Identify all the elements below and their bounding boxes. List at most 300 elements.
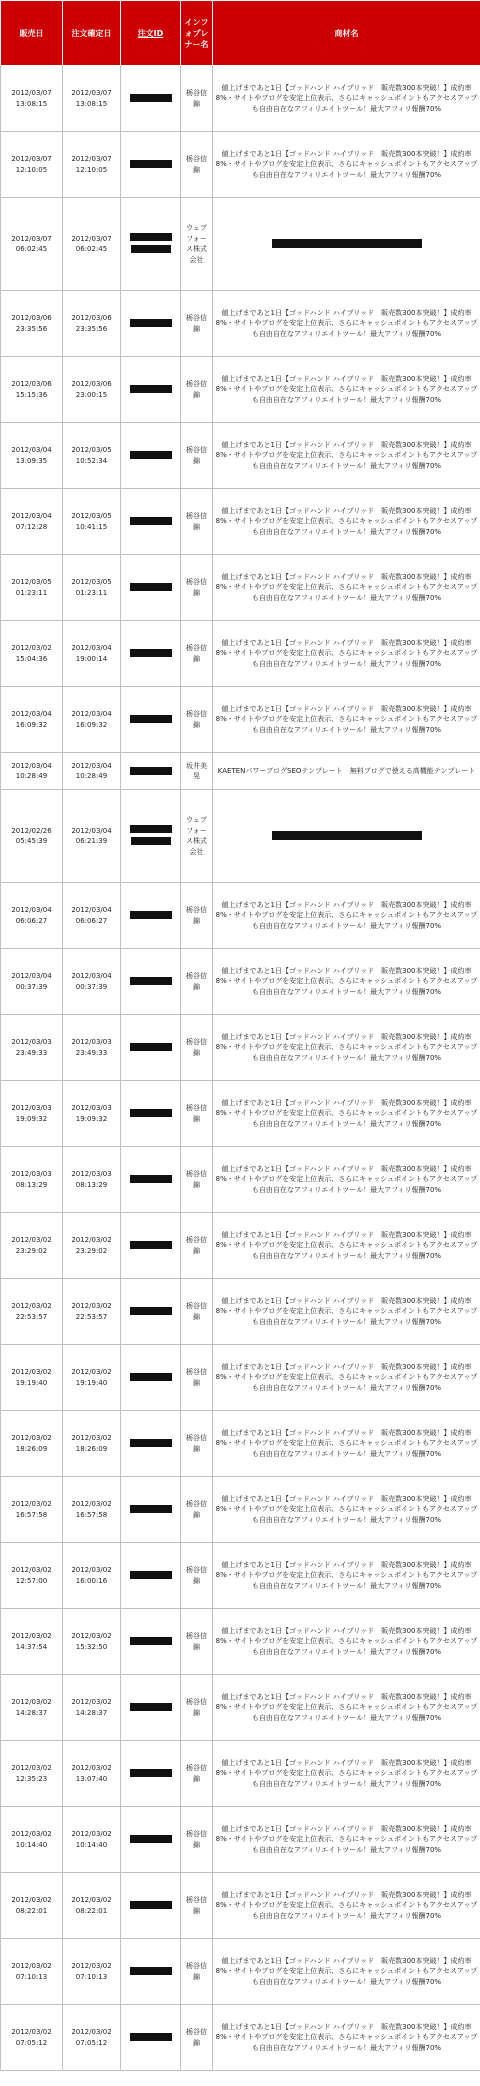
order-id-cell — [121, 883, 181, 949]
product-name: 値上げまであと1日【ゴッドハンド ハイブリッド 販売数300本突破！】成約率8%・サイトやブログを安定上位表示、さらにキャッシュポイントもアクセスアップも自由自在なアフィリエイトツール！最大アフィリ報酬70% — [215, 1626, 478, 1656]
product-cell — [213, 555, 480, 621]
redacted-order-id — [130, 451, 172, 459]
confirm-date-cell — [63, 621, 121, 687]
affiliate-name: 栃谷信錦 — [186, 89, 207, 108]
order-id-cell — [121, 1213, 181, 1279]
redacted-order-id — [130, 1175, 172, 1183]
confirm-date-cell — [63, 489, 121, 555]
confirm-date-cell — [63, 423, 121, 489]
confirm-date: 2012/03/06 — [71, 380, 112, 388]
redacted-order-id — [130, 385, 172, 393]
confirm-time: 00:37:39 — [75, 982, 108, 991]
redacted-order-id — [130, 911, 172, 919]
redacted-order-id — [130, 94, 172, 102]
order-id-cell — [121, 1807, 181, 1873]
confirm-date-cell — [63, 1939, 121, 2005]
sale-date-cell — [1, 1609, 63, 1675]
table-row — [1, 132, 480, 198]
product-name: 値上げまであと1日【ゴッドハンド ハイブリッド 販売数300本突破！】成約率8%・サイトやブログを安定上位表示、さらにキャッシュポイントもアクセスアップも自由自在なアフィリエイトツール！最大アフィリ報酬70% — [215, 374, 478, 404]
redacted-order-id — [130, 1043, 172, 1051]
affiliate-cell — [181, 621, 213, 687]
product-name: 値上げまであと1日【ゴッドハンド ハイブリッド 販売数300本突破！】成約率8%・サイトやブログを安定上位表示、さらにキャッシュポイントもアクセスアップも自由自在なアフィリエイトツール！最大アフィリ報酬70% — [215, 572, 478, 602]
affiliate-name: 栃谷信錦 — [186, 1632, 207, 1651]
confirm-time: 10:41:15 — [75, 522, 108, 531]
confirm-date: 2012/03/02 — [71, 1896, 112, 1904]
sale-time: 22:53:57 — [15, 1312, 48, 1321]
confirm-date-cell — [63, 132, 121, 198]
table-row — [1, 687, 480, 753]
order-id-cell — [121, 1543, 181, 1609]
sale-date: 2012/03/05 — [11, 578, 52, 586]
confirm-time: 16:57:58 — [75, 1510, 108, 1519]
table-row — [1, 1345, 480, 1411]
table-row — [1, 1873, 480, 1939]
sale-date-cell — [1, 621, 63, 687]
product-cell — [213, 1609, 480, 1675]
affiliate-name: 栃谷信錦 — [186, 1698, 207, 1717]
table-row — [1, 1411, 480, 1477]
sale-time: 16:57:58 — [15, 1510, 48, 1519]
confirm-date-cell — [63, 1609, 121, 1675]
redacted-order-id — [130, 977, 172, 985]
product-cell — [213, 1939, 480, 2005]
product-cell — [213, 790, 480, 883]
redacted-order-id — [130, 1439, 172, 1447]
order-id-cell — [121, 555, 181, 621]
sale-time: 06:06:27 — [15, 916, 48, 925]
sale-date: 2012/02/26 — [11, 826, 52, 835]
affiliate-name: 坂井美晃 — [186, 761, 207, 780]
order-id-cell — [121, 1147, 181, 1213]
sale-date: 2012/03/06 — [11, 314, 52, 322]
sale-date: 2012/03/02 — [11, 1500, 52, 1508]
redacted-order-id — [130, 1769, 172, 1777]
table-row — [1, 621, 480, 687]
sale-date-cell — [1, 1939, 63, 2005]
confirm-date: 2012/03/02 — [71, 1830, 112, 1838]
table-row — [1, 1675, 480, 1741]
confirm-time: 12:10:05 — [75, 165, 108, 174]
affiliate-name: 栃谷信錦 — [186, 1302, 207, 1321]
table-row — [1, 949, 480, 1015]
confirm-date-cell — [63, 790, 121, 883]
affiliate-name: 栃谷信錦 — [186, 1764, 207, 1783]
confirm-time: 23:49:33 — [75, 1048, 108, 1057]
affiliate-cell — [181, 291, 213, 357]
sale-time: 14:37:54 — [15, 1642, 48, 1651]
product-name: 値上げまであと1日【ゴッドハンド ハイブリッド 販売数300本突破！】成約率8%・サイトやブログを安定上位表示、さらにキャッシュポイントもアクセスアップも自由自在なアフィリエイトツール！最大アフィリ報酬70% — [215, 1560, 478, 1590]
product-cell — [213, 1675, 480, 1741]
confirm-time: 16:00:16 — [75, 1576, 108, 1585]
confirm-time: 19:09:32 — [75, 1114, 108, 1123]
product-name: 値上げまであと1日【ゴッドハンド ハイブリッド 販売数300本突破！】成約率8%・サイトやブログを安定上位表示、さらにキャッシュポイントもアクセスアップも自由自在なアフィリエイトツール！最大アフィリ報酬70% — [215, 1824, 478, 1854]
sale-date: 2012/03/04 — [11, 446, 52, 454]
product-name: KAETENパワーブログSEOテンプレート 無料ブログで使える高機能テンプレート — [217, 766, 476, 775]
redacted-order-id — [130, 1901, 172, 1909]
sale-time: 14:28:37 — [15, 1708, 48, 1717]
affiliate-name: 栃谷信錦 — [186, 1896, 207, 1915]
redacted-order-id — [131, 837, 171, 845]
order-id-cell — [121, 1411, 181, 1477]
product-name: 値上げまであと1日【ゴッドハンド ハイブリッド 販売数300本突破！】成約率8%・サイトやブログを安定上位表示、さらにキャッシュポイントもアクセスアップも自由自在なアフィリエイトツール！最大アフィリ報酬70% — [215, 966, 478, 996]
product-name: 値上げまであと1日【ゴッドハンド ハイブリッド 販売数300本突破！】成約率8%・サイトやブログを安定上位表示、さらにキャッシュポイントもアクセスアップも自由自在なアフィリエイトツール！最大アフィリ報酬70% — [215, 1296, 478, 1326]
confirm-time: 10:28:49 — [75, 772, 108, 780]
affiliate-cell — [181, 1543, 213, 1609]
confirm-date-cell — [63, 2005, 121, 2071]
confirm-time: 01:23:11 — [75, 588, 108, 597]
affiliate-name: 栃谷信錦 — [186, 380, 207, 399]
confirm-date: 2012/03/07 — [71, 155, 112, 163]
product-cell — [213, 423, 480, 489]
sale-date-cell — [1, 1477, 63, 1543]
confirm-date: 2012/03/04 — [71, 906, 112, 914]
table-row — [1, 1741, 480, 1807]
confirm-date: 2012/03/02 — [71, 1236, 112, 1244]
order-id-cell — [121, 1279, 181, 1345]
sale-date: 2012/03/02 — [11, 1896, 52, 1904]
sale-date-cell — [1, 1279, 63, 1345]
confirm-date-cell — [63, 1543, 121, 1609]
sale-time: 13:08:15 — [15, 99, 48, 108]
affiliate-name: 栃谷信錦 — [186, 1962, 207, 1981]
product-name: 値上げまであと1日【ゴッドハンド ハイブリッド 販売数300本突破！】成約率8%・サイトやブログを安定上位表示、さらにキャッシュポイントもアクセスアップも自由自在なアフィリエイトツール！最大アフィリ報酬70% — [215, 149, 478, 179]
sale-date: 2012/03/04 — [11, 512, 52, 520]
confirm-time: 22:53:57 — [75, 1312, 108, 1321]
sale-time: 15:04:36 — [15, 654, 48, 663]
product-cell — [213, 132, 480, 198]
affiliate-cell — [181, 1345, 213, 1411]
affiliate-cell — [181, 1873, 213, 1939]
order-id-cell — [121, 687, 181, 753]
confirm-time: 06:21:39 — [75, 837, 108, 845]
confirm-time: 23:00:15 — [75, 390, 108, 399]
sale-date: 2012/03/04 — [11, 710, 52, 718]
sale-date: 2012/03/03 — [11, 1104, 52, 1112]
confirm-date: 2012/03/03 — [71, 1170, 112, 1178]
sale-date: 2012/03/04 — [11, 761, 52, 770]
product-cell — [213, 291, 480, 357]
sale-date: 2012/03/04 — [11, 972, 52, 980]
sale-time: 10:28:49 — [15, 772, 48, 780]
product-cell — [213, 1411, 480, 1477]
product-name: 値上げまであと1日【ゴッドハンド ハイブリッド 販売数300本突破！】成約率8%・サイトやブログを安定上位表示、さらにキャッシュポイントもアクセスアップも自由自在なアフィリエイトツール！最大アフィリ報酬70% — [215, 1428, 478, 1458]
product-cell — [213, 1213, 480, 1279]
table-row — [1, 357, 480, 423]
sale-time: 01:23:11 — [15, 588, 48, 597]
product-cell — [213, 489, 480, 555]
affiliate-name: ウェブフォース株式会社 — [186, 224, 207, 264]
table-row — [1, 423, 480, 489]
product-cell — [213, 1015, 480, 1081]
sale-date-cell — [1, 357, 63, 423]
order-id-cell — [121, 949, 181, 1015]
product-cell — [213, 1477, 480, 1543]
confirm-date-cell — [63, 555, 121, 621]
affiliate-name: 栃谷信錦 — [186, 1236, 207, 1255]
sale-date: 2012/03/03 — [11, 1170, 52, 1178]
sale-time: 08:22:01 — [15, 1906, 48, 1915]
order-id-cell — [121, 291, 181, 357]
product-name: 値上げまであと1日【ゴッドハンド ハイブリッド 販売数300本突破！】成約率8%・サイトやブログを安定上位表示、さらにキャッシュポイントもアクセスアップも自由自在なアフィリエイトツール！最大アフィリ報酬70% — [215, 1230, 478, 1260]
header-confirm-date[interactable]: 注文確定日 — [63, 1, 121, 66]
sale-time: 12:57:00 — [15, 1576, 48, 1585]
sale-date-cell — [1, 132, 63, 198]
confirm-time: 15:32:50 — [75, 1642, 108, 1651]
table-row — [1, 1939, 480, 2005]
redacted-order-id — [130, 160, 172, 168]
sale-date-cell — [1, 555, 63, 621]
table-header-row — [1, 1, 480, 66]
redacted-order-id — [130, 715, 172, 723]
table-row — [1, 1015, 480, 1081]
table-row — [1, 1609, 480, 1675]
confirm-date: 2012/03/02 — [71, 1566, 112, 1574]
confirm-date: 2012/03/02 — [71, 1764, 112, 1772]
confirm-date: 2012/03/07 — [71, 89, 112, 97]
sale-date-cell — [1, 1741, 63, 1807]
confirm-date-cell — [63, 1741, 121, 1807]
affiliate-name: 栃谷信錦 — [186, 314, 207, 333]
table-row — [1, 198, 480, 291]
redacted-product-name — [272, 831, 422, 840]
product-cell — [213, 621, 480, 687]
sale-date: 2012/03/02 — [11, 1962, 52, 1970]
product-cell — [213, 66, 480, 132]
table-row — [1, 291, 480, 357]
sale-date: 2012/03/02 — [11, 2028, 52, 2036]
confirm-date-cell — [63, 291, 121, 357]
confirm-date: 2012/03/07 — [71, 234, 112, 243]
sale-time: 08:13:29 — [15, 1180, 48, 1189]
product-cell — [213, 2005, 480, 2071]
product-name: 値上げまであと1日【ゴッドハンド ハイブリッド 販売数300本突破！】成約率8%・サイトやブログを安定上位表示、さらにキャッシュポイントもアクセスアップも自由自在なアフィリエイトツール！最大アフィリ報酬70% — [215, 2022, 478, 2052]
product-cell — [213, 1543, 480, 1609]
order-id-cell — [121, 1477, 181, 1543]
sale-date: 2012/03/02 — [11, 1302, 52, 1310]
confirm-date-cell — [63, 1015, 121, 1081]
product-cell — [213, 883, 480, 949]
confirm-time: 18:26:09 — [75, 1444, 108, 1453]
confirm-date-cell — [63, 357, 121, 423]
table-row — [1, 1477, 480, 1543]
confirm-time: 08:22:01 — [75, 1906, 108, 1915]
affiliate-cell — [181, 423, 213, 489]
affiliate-cell — [181, 790, 213, 883]
confirm-date: 2012/03/02 — [71, 1302, 112, 1310]
confirm-date: 2012/03/02 — [71, 1962, 112, 1970]
sale-time: 19:09:32 — [15, 1114, 48, 1123]
sale-time: 07:10:13 — [15, 1972, 48, 1981]
sale-time: 00:37:39 — [15, 982, 48, 991]
sale-time: 23:29:02 — [15, 1246, 48, 1255]
redacted-order-id — [130, 1241, 172, 1249]
affiliate-name: 栃谷信錦 — [186, 1434, 207, 1453]
affiliate-cell — [181, 753, 213, 790]
affiliate-name: 栃谷信錦 — [186, 710, 207, 729]
redacted-order-id — [130, 1307, 172, 1315]
sale-date-cell — [1, 1345, 63, 1411]
affiliate-cell — [181, 1609, 213, 1675]
header-order-id[interactable]: 注文ID — [121, 1, 181, 66]
product-name: 値上げまであと1日【ゴッドハンド ハイブリッド 販売数300本突破！】成約率8%・サイトやブログを安定上位表示、さらにキャッシュポイントもアクセスアップも自由自在なアフィリエイトツール！最大アフィリ報酬70% — [215, 1890, 478, 1920]
confirm-date: 2012/03/06 — [71, 314, 112, 322]
sale-date-cell — [1, 883, 63, 949]
confirm-date-cell — [63, 949, 121, 1015]
sale-date: 2012/03/06 — [11, 380, 52, 388]
sale-date-cell — [1, 1543, 63, 1609]
affiliate-cell — [181, 555, 213, 621]
confirm-date-cell — [63, 1477, 121, 1543]
product-cell — [213, 1741, 480, 1807]
sale-time: 23:35:56 — [15, 324, 48, 333]
confirm-date: 2012/03/04 — [71, 644, 112, 652]
confirm-time: 06:02:45 — [75, 245, 108, 253]
sale-date-cell — [1, 1675, 63, 1741]
order-id-cell — [121, 1741, 181, 1807]
table-row — [1, 1279, 480, 1345]
affiliate-cell — [181, 1939, 213, 2005]
confirm-time: 06:06:27 — [75, 916, 108, 925]
confirm-time: 13:08:15 — [75, 99, 108, 108]
sale-time: 18:26:09 — [15, 1444, 48, 1453]
confirm-date: 2012/03/04 — [71, 972, 112, 980]
table-body — [1, 66, 480, 2071]
product-name: 値上げまであと1日【ゴッドハンド ハイブリッド 販売数300本突破！】成約率8%・サイトやブログを安定上位表示、さらにキャッシュポイントもアクセスアップも自由自在なアフィリエイトツール！最大アフィリ報酬70% — [215, 1164, 478, 1194]
product-cell — [213, 1081, 480, 1147]
table-row — [1, 2005, 480, 2071]
affiliate-name: ウェブフォース株式会社 — [186, 816, 207, 856]
sale-time: 10:14:40 — [15, 1840, 48, 1849]
order-id-cell — [121, 423, 181, 489]
sale-time: 06:02:45 — [15, 245, 48, 253]
affiliate-name: 栃谷信錦 — [186, 1170, 207, 1189]
product-cell — [213, 687, 480, 753]
product-cell — [213, 1147, 480, 1213]
affiliate-name: 栃谷信錦 — [186, 972, 207, 991]
affiliate-cell — [181, 1741, 213, 1807]
product-name: 値上げまであと1日【ゴッドハンド ハイブリッド 販売数300本突破！】成約率8%・サイトやブログを安定上位表示、さらにキャッシュポイントもアクセスアップも自由自在なアフィリエイトツール！最大アフィリ報酬70% — [215, 1098, 478, 1128]
product-cell — [213, 198, 480, 291]
affiliate-name: 栃谷信錦 — [186, 1500, 207, 1519]
affiliate-cell — [181, 1477, 213, 1543]
product-name: 値上げまであと1日【ゴッドハンド ハイブリッド 販売数300本突破！】成約率8%・サイトやブログを安定上位表示、さらにキャッシュポイントもアクセスアップも自由自在なアフィリエイトツール！最大アフィリ報酬70% — [215, 1032, 478, 1062]
confirm-time: 19:00:14 — [75, 654, 108, 663]
affiliate-name: 栃谷信錦 — [186, 1104, 207, 1123]
confirm-date-cell — [63, 1081, 121, 1147]
confirm-time: 19:19:40 — [75, 1378, 108, 1387]
confirm-date: 2012/03/02 — [71, 1368, 112, 1376]
affiliate-cell — [181, 949, 213, 1015]
order-id-cell — [121, 1873, 181, 1939]
confirm-date: 2012/03/04 — [71, 826, 112, 835]
sale-date: 2012/03/02 — [11, 1830, 52, 1838]
affiliate-name: 栃谷信錦 — [186, 1566, 207, 1585]
redacted-order-id — [130, 319, 172, 327]
confirm-time: 10:52:34 — [75, 456, 108, 465]
product-cell — [213, 1873, 480, 1939]
confirm-time: 10:14:40 — [75, 1840, 108, 1849]
affiliate-cell — [181, 66, 213, 132]
product-cell — [213, 949, 480, 1015]
redacted-order-id — [130, 767, 172, 775]
confirm-date-cell — [63, 1345, 121, 1411]
affiliate-cell — [181, 489, 213, 555]
sale-time: 13:09:35 — [15, 456, 48, 465]
sale-date-cell — [1, 1147, 63, 1213]
sale-date-cell — [1, 1807, 63, 1873]
confirm-date-cell — [63, 883, 121, 949]
table-row — [1, 1807, 480, 1873]
header-product: 商材名 — [213, 1, 480, 66]
sale-date: 2012/03/02 — [11, 1698, 52, 1706]
redacted-order-id — [130, 1835, 172, 1843]
product-name: 値上げまであと1日【ゴッドハンド ハイブリッド 販売数300本突破！】成約率8%・サイトやブログを安定上位表示、さらにキャッシュポイントもアクセスアップも自由自在なアフィリエイトツール！最大アフィリ報酬70% — [215, 1692, 478, 1722]
confirm-date-cell — [63, 753, 121, 790]
redacted-order-id — [130, 517, 172, 525]
sale-date: 2012/03/02 — [11, 644, 52, 652]
redacted-order-id — [130, 1967, 172, 1975]
product-name: 値上げまであと1日【ゴッドハンド ハイブリッド 販売数300本突破！】成約率8%・サイトやブログを安定上位表示、さらにキャッシュポイントもアクセスアップも自由自在なアフィリエイトツール！最大アフィリ報酬70% — [215, 1758, 478, 1788]
confirm-time: 08:13:29 — [75, 1180, 108, 1189]
table-row — [1, 883, 480, 949]
affiliate-cell — [181, 198, 213, 291]
affiliate-cell — [181, 1675, 213, 1741]
sale-time: 07:05:12 — [15, 2038, 48, 2047]
redacted-order-id — [130, 1373, 172, 1381]
confirm-date: 2012/03/03 — [71, 1038, 112, 1046]
confirm-date: 2012/03/02 — [71, 1434, 112, 1442]
order-id-cell — [121, 132, 181, 198]
confirm-time: 07:10:13 — [75, 1972, 108, 1981]
order-id-cell — [121, 357, 181, 423]
order-id-cell — [121, 489, 181, 555]
redacted-order-id — [130, 825, 172, 833]
sale-date-cell — [1, 1015, 63, 1081]
redacted-order-id — [130, 583, 172, 591]
redacted-order-id — [130, 1571, 172, 1579]
header-sale-date[interactable]: 販売日 — [1, 1, 63, 66]
table-row — [1, 1147, 480, 1213]
product-cell — [213, 1345, 480, 1411]
affiliate-cell — [181, 132, 213, 198]
sale-time: 15:15:36 — [15, 390, 48, 399]
affiliate-name: 栃谷信錦 — [186, 1038, 207, 1057]
product-name: 値上げまであと1日【ゴッドハンド ハイブリッド 販売数300本突破！】成約率8%・サイトやブログを安定上位表示、さらにキャッシュポイントもアクセスアップも自由自在なアフィリエイトツール！最大アフィリ報酬70% — [215, 1956, 478, 1986]
confirm-date: 2012/03/05 — [71, 446, 112, 454]
affiliate-name: 栃谷信錦 — [186, 446, 207, 465]
confirm-date: 2012/03/04 — [71, 761, 112, 770]
product-name: 値上げまであと1日【ゴッドハンド ハイブリッド 販売数300本突破！】成約率8%・サイトやブログを安定上位表示、さらにキャッシュポイントもアクセスアップも自由自在なアフィリエイトツール！最大アフィリ報酬70% — [215, 308, 478, 338]
affiliate-cell — [181, 883, 213, 949]
confirm-date-cell — [63, 1411, 121, 1477]
order-id-cell — [121, 1609, 181, 1675]
order-id-cell — [121, 66, 181, 132]
product-cell — [213, 1807, 480, 1873]
product-cell — [213, 1279, 480, 1345]
affiliate-name: 栃谷信錦 — [186, 578, 207, 597]
sale-time: 12:35:23 — [15, 1774, 48, 1783]
sale-date-cell — [1, 790, 63, 883]
redacted-order-id — [130, 2033, 172, 2041]
sale-date-cell — [1, 66, 63, 132]
confirm-date-cell — [63, 1675, 121, 1741]
sale-date: 2012/03/07 — [11, 89, 52, 97]
order-id-cell — [121, 1675, 181, 1741]
sale-date-cell — [1, 198, 63, 291]
sale-date: 2012/03/07 — [11, 234, 52, 243]
sale-date-cell — [1, 2005, 63, 2071]
product-name: 値上げまであと1日【ゴッドハンド ハイブリッド 販売数300本突破！】成約率8%・サイトやブログを安定上位表示、さらにキャッシュポイントもアクセスアップも自由自在なアフィリエイトツール！最大アフィリ報酬70% — [215, 900, 478, 930]
